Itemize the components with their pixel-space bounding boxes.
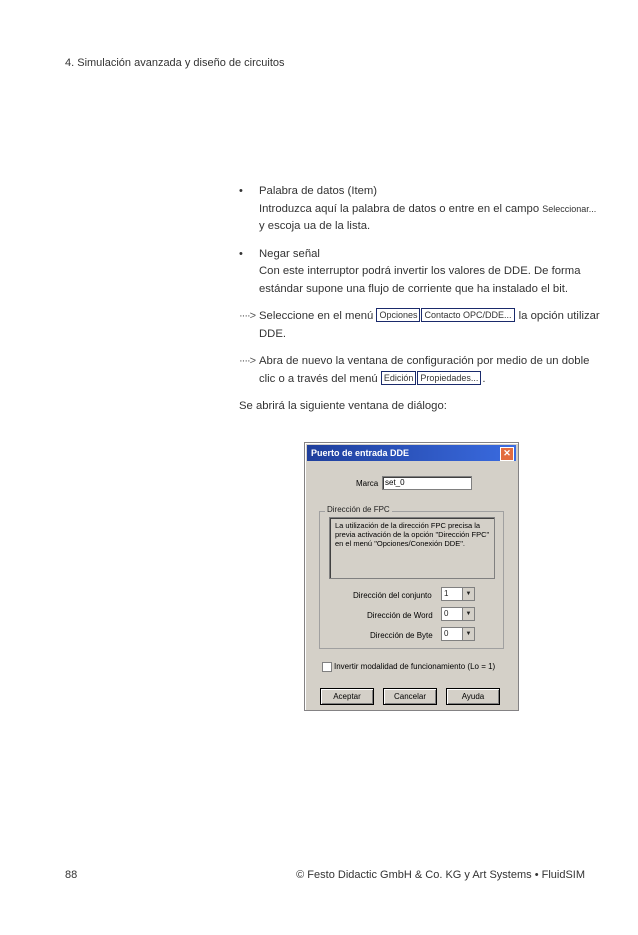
select-field-label: Seleccionar... bbox=[542, 203, 597, 214]
item-text bbox=[259, 308, 599, 326]
item-text-before: Seleccione en el menú bbox=[259, 310, 374, 322]
accept-button[interactable]: Aceptar bbox=[320, 688, 374, 705]
list-item-negate-signal bbox=[239, 246, 599, 299]
invert-checkbox-label: Invertir modalidad de funcionamiento (Lo = 1) bbox=[334, 662, 496, 671]
item-text-line2: DDE. bbox=[259, 327, 286, 340]
item-text-line3: y escoja ua de la lista. bbox=[259, 220, 371, 232]
dialog-titlebar bbox=[307, 445, 516, 461]
footer-copyright: © Festo Didactic GmbH & Co. KG y Art Systems • FluidSIM bbox=[296, 869, 585, 881]
item-text-line3: estándar supone una flujo de corriente que ha instalado el bit. bbox=[259, 282, 568, 295]
menu-ref-opciones: Opciones bbox=[376, 308, 420, 322]
item-text bbox=[259, 371, 599, 389]
item-text-before: Introduzca aquí la palabra de datos o entre en el campo bbox=[259, 202, 540, 215]
help-button[interactable]: Ayuda bbox=[446, 688, 500, 705]
menu-ref-contacto: Contacto OPC/DDE... bbox=[421, 308, 514, 322]
chevron-down-icon[interactable]: ▼ bbox=[462, 628, 474, 640]
byte-label: Dirección de Byte bbox=[370, 631, 433, 640]
byte-select[interactable] bbox=[441, 627, 475, 641]
list-item-step-reopen bbox=[239, 353, 599, 388]
conjunto-label: Dirección del conjunto bbox=[353, 591, 432, 600]
dde-input-dialog bbox=[304, 442, 519, 711]
item-text-before: clic o a través del menú bbox=[259, 372, 378, 385]
close-icon[interactable]: ✕ bbox=[500, 447, 514, 461]
item-text bbox=[259, 201, 599, 219]
conjunto-select[interactable] bbox=[441, 587, 475, 601]
arrow-icon: ····> bbox=[239, 355, 256, 367]
invert-checkbox[interactable] bbox=[322, 662, 332, 672]
item-text-line1: Abra de nuevo la ventana de configuración por medio de un doble bbox=[259, 355, 590, 367]
menu-ref-edicion: Edición bbox=[381, 371, 417, 385]
menu-ref-propiedades: Propiedades... bbox=[417, 371, 481, 385]
fpc-group-title: Dirección de FPC bbox=[327, 505, 390, 514]
dialog-title: Puerto de entrada DDE bbox=[311, 448, 410, 458]
word-value: 0 bbox=[444, 609, 449, 618]
byte-value: 0 bbox=[444, 629, 449, 638]
chevron-down-icon[interactable]: ▼ bbox=[462, 588, 474, 600]
item-text-line2: Con este interruptor podrá invertir los valores de DDE. De forma bbox=[259, 265, 581, 277]
page-number: 88 bbox=[65, 869, 78, 881]
arrow-icon: ····> bbox=[239, 310, 256, 322]
word-select[interactable] bbox=[441, 607, 475, 621]
list-item-data-word bbox=[239, 183, 599, 236]
bullet-marker: • bbox=[239, 247, 243, 260]
item-text-after: . bbox=[482, 372, 486, 385]
list-item-step-options bbox=[239, 308, 599, 343]
chevron-down-icon[interactable]: ▼ bbox=[462, 608, 474, 620]
item-title: Negar señal bbox=[259, 247, 320, 260]
item-text-after: la opción utilizar bbox=[518, 310, 600, 322]
closing-text: Se abrirá la siguiente ventana de diálogo: bbox=[239, 400, 447, 412]
conjunto-value: 1 bbox=[444, 589, 449, 598]
fpc-note: La utilización de la dirección FPC precisa la previa activación de la opción "Dirección FPC" en el menú "Opciones/Conexión DDE". bbox=[335, 521, 490, 548]
bullet-marker: • bbox=[239, 185, 243, 197]
cancel-button[interactable]: Cancelar bbox=[383, 688, 437, 705]
page-header: 4. Simulación avanzada y diseño de circuitos bbox=[65, 57, 285, 69]
marca-input[interactable]: set_0 bbox=[382, 476, 472, 490]
item-title: Palabra de datos (Item) bbox=[259, 185, 378, 197]
main-content bbox=[239, 183, 599, 416]
marca-label: Marca bbox=[356, 479, 379, 488]
word-label: Dirección de Word bbox=[367, 611, 433, 620]
